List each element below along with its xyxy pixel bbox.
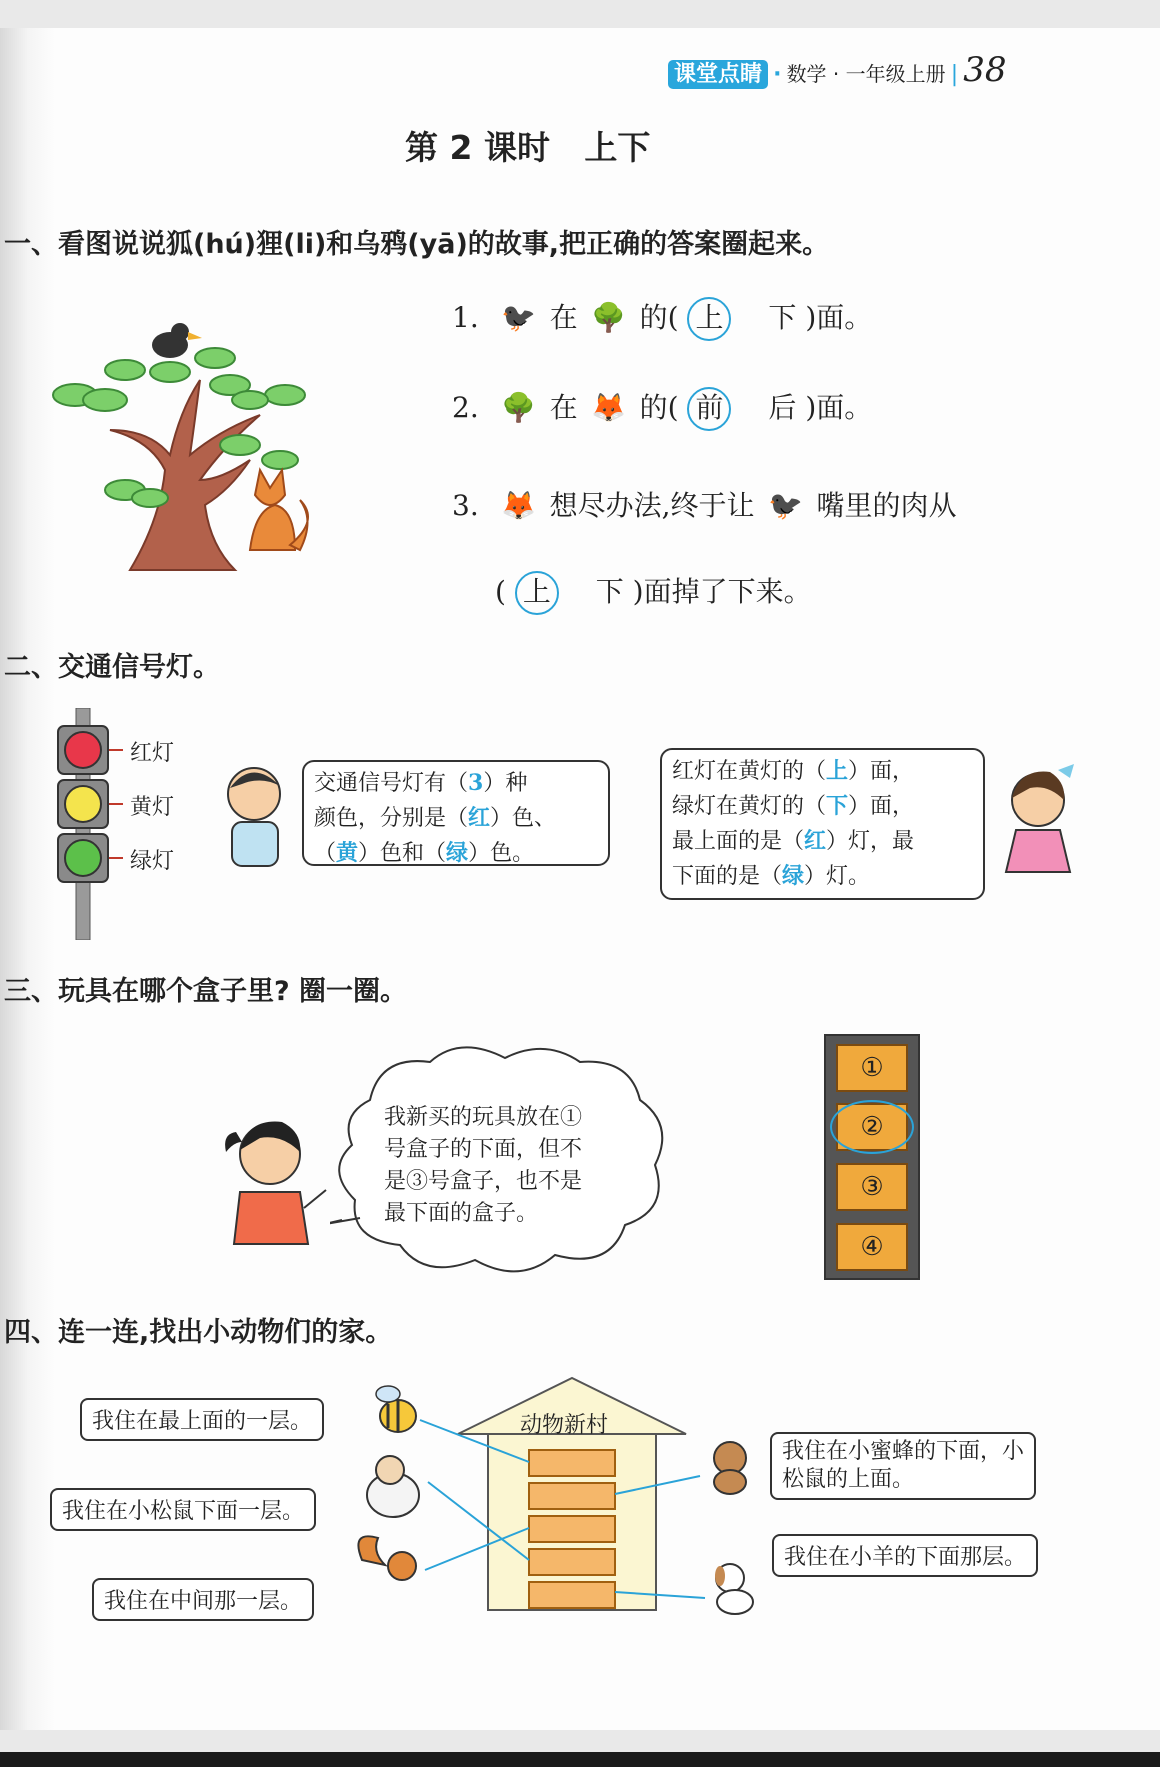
light-label-red: 红灯 — [130, 741, 175, 766]
bubble-text: 交通信号灯有（ — [314, 771, 469, 796]
bubble-text: ）色和（ — [358, 841, 447, 866]
bubble-text: 颜色，分别是（ — [314, 806, 469, 831]
q2-option-front-circled[interactable]: 前 — [687, 387, 731, 431]
speech-bubble-boy — [302, 760, 610, 866]
q1-mid: 在 — [549, 301, 578, 334]
page-header — [668, 50, 1007, 90]
answer-red-position: 上 — [826, 758, 849, 784]
girl-with-pigtail-icon — [220, 1112, 330, 1252]
label-puppy[interactable]: 我住在小羊的下面那层。 — [772, 1534, 1038, 1577]
q2-tail: )面。 — [805, 391, 873, 424]
section4-title: 四、连一连,找出小动物们的家。 — [4, 1317, 393, 1348]
floor-4 — [529, 1549, 615, 1575]
fox-icon — [250, 470, 308, 550]
label-squirrel[interactable]: 我住在中间那一层。 — [92, 1578, 314, 1621]
q3-option-up-circled[interactable]: 上 — [515, 571, 559, 615]
cloud-line: 最下面的盒子。 — [384, 1201, 539, 1226]
box-3-label: ③ — [860, 1172, 884, 1202]
answer-color-green: 绿 — [446, 840, 469, 866]
floor-3 — [529, 1516, 615, 1542]
house-title: 动物新村 — [520, 1413, 609, 1438]
puppy-icon — [715, 1564, 753, 1614]
squirrel-icon — [358, 1536, 416, 1580]
sheep-icon — [367, 1456, 419, 1517]
cloud-line: 是③号盒子，也不是 — [384, 1169, 583, 1194]
fox-icon: 🦊 — [591, 391, 627, 424]
q3-open: ( — [495, 575, 506, 608]
q1-option-up-circled[interactable]: 上 — [687, 297, 731, 341]
q1-option-down[interactable]: 下 — [768, 301, 797, 334]
fox-icon: 🦊 — [501, 489, 537, 522]
box-3[interactable] — [836, 1163, 908, 1211]
header-separator: | — [950, 62, 959, 87]
question-2 — [452, 386, 872, 431]
bubble-text: 下面的是（ — [672, 864, 783, 889]
label-sheep[interactable]: 我住在小松鼠下面一层。 — [50, 1488, 316, 1531]
yellow-lamp — [65, 786, 101, 822]
bubble-text: （ — [314, 841, 337, 866]
bubble-text: ）灯。 — [804, 864, 871, 889]
floor-5 — [529, 1582, 615, 1608]
light-label-green: 绿灯 — [130, 849, 175, 874]
q1-tail: )面。 — [805, 301, 873, 334]
bubble-text: ）面， — [848, 759, 915, 784]
monkey-icon — [714, 1442, 746, 1494]
answer-top-light: 红 — [804, 828, 827, 854]
header-dot: · — [773, 62, 782, 87]
crow-icon: 🐦‍⬛ — [768, 489, 803, 522]
q1-number: 1. — [452, 301, 479, 334]
page-number: 38 — [963, 50, 1007, 90]
red-lamp — [65, 732, 101, 768]
tree-icon: 🌳 — [591, 301, 627, 334]
green-lamp — [65, 840, 101, 876]
q2-option-back[interactable]: 后 — [768, 391, 797, 424]
answer-circle-box-2 — [830, 1100, 914, 1154]
box-2-label: ② — [860, 1112, 884, 1142]
question-3-line2 — [495, 570, 812, 615]
crow-icon: 🐦‍⬛ — [501, 301, 537, 334]
box-4[interactable] — [836, 1223, 908, 1271]
question-3-line1 — [452, 484, 957, 524]
tree-crow-fox-illustration — [50, 320, 350, 580]
bubble-text: ）面， — [848, 794, 915, 819]
bubble-text: ）色。 — [468, 841, 535, 866]
bubble-text: 绿灯在黄灯的（ — [672, 794, 827, 819]
q3-tail: )面掉了下来。 — [632, 575, 812, 608]
answer-bottom-light: 绿 — [782, 863, 805, 889]
label-monkey-line1: 我住在小蜜蜂的下面，小 — [782, 1439, 1025, 1464]
header-badge: 课堂点睛 — [668, 60, 768, 89]
bubble-text: ）色、 — [490, 806, 557, 831]
label-monkey-line2: 松鼠的上面。 — [782, 1467, 915, 1492]
crow-icon — [152, 323, 202, 358]
question-1 — [452, 296, 872, 341]
answer-green-position: 下 — [826, 793, 849, 819]
bubble-text: ）灯，最 — [826, 829, 915, 854]
bottom-edge — [0, 1752, 1160, 1767]
answer-number-of-colors: 3 — [468, 770, 484, 796]
section1-title: 一、看图说说狐(hú)狸(li)和乌鸦(yā)的故事,把正确的答案圈起来。 — [4, 229, 830, 260]
traffic-light-icon — [55, 708, 125, 940]
tree-icon: 🌳 — [501, 391, 537, 424]
label-monkey[interactable] — [770, 1432, 1036, 1500]
q2-end: 的( — [639, 391, 679, 424]
box-1-label: ① — [860, 1053, 884, 1083]
answer-color-yellow: 黄 — [336, 840, 359, 866]
section2-title: 二、交通信号灯。 — [4, 652, 220, 683]
section3-title: 三、玩具在哪个盒子里? 圈一圈。 — [4, 976, 408, 1007]
thought-cloud-text — [384, 1102, 582, 1230]
box-4-label: ④ — [860, 1232, 884, 1262]
speech-bubble-girl — [660, 748, 985, 900]
boy-icon — [222, 762, 292, 872]
cloud-line: 号盒子的下面，但不 — [384, 1137, 583, 1162]
floor-1 — [529, 1450, 615, 1476]
q3-option-down[interactable]: 下 — [595, 575, 624, 608]
bubble-text: 红灯在黄灯的（ — [672, 759, 827, 784]
q3-number: 3. — [452, 489, 479, 522]
header-subject: 数学 · 一年级上册 — [786, 62, 946, 86]
q1-end: 的( — [639, 301, 679, 334]
lesson-title: 第 2 课时 上下 — [405, 128, 651, 167]
q2-mid: 在 — [549, 391, 578, 424]
floor-2 — [529, 1483, 615, 1509]
cloud-line: 我新买的玩具放在① — [384, 1105, 583, 1130]
answer-color-red: 红 — [468, 805, 491, 831]
box-1[interactable] — [836, 1044, 908, 1092]
bubble-text: ）种 — [483, 771, 528, 796]
girl-icon — [1000, 764, 1080, 876]
light-label-yellow: 黄灯 — [130, 795, 175, 820]
q3-text2: 嘴里的肉从 — [816, 489, 957, 522]
bubble-text: 最上面的是（ — [672, 829, 805, 854]
bee-icon — [376, 1386, 416, 1432]
q3-text1: 想尽办法,终于让 — [549, 489, 755, 522]
label-bee[interactable]: 我住在最上面的一层。 — [80, 1398, 324, 1441]
q2-number: 2. — [452, 391, 479, 424]
